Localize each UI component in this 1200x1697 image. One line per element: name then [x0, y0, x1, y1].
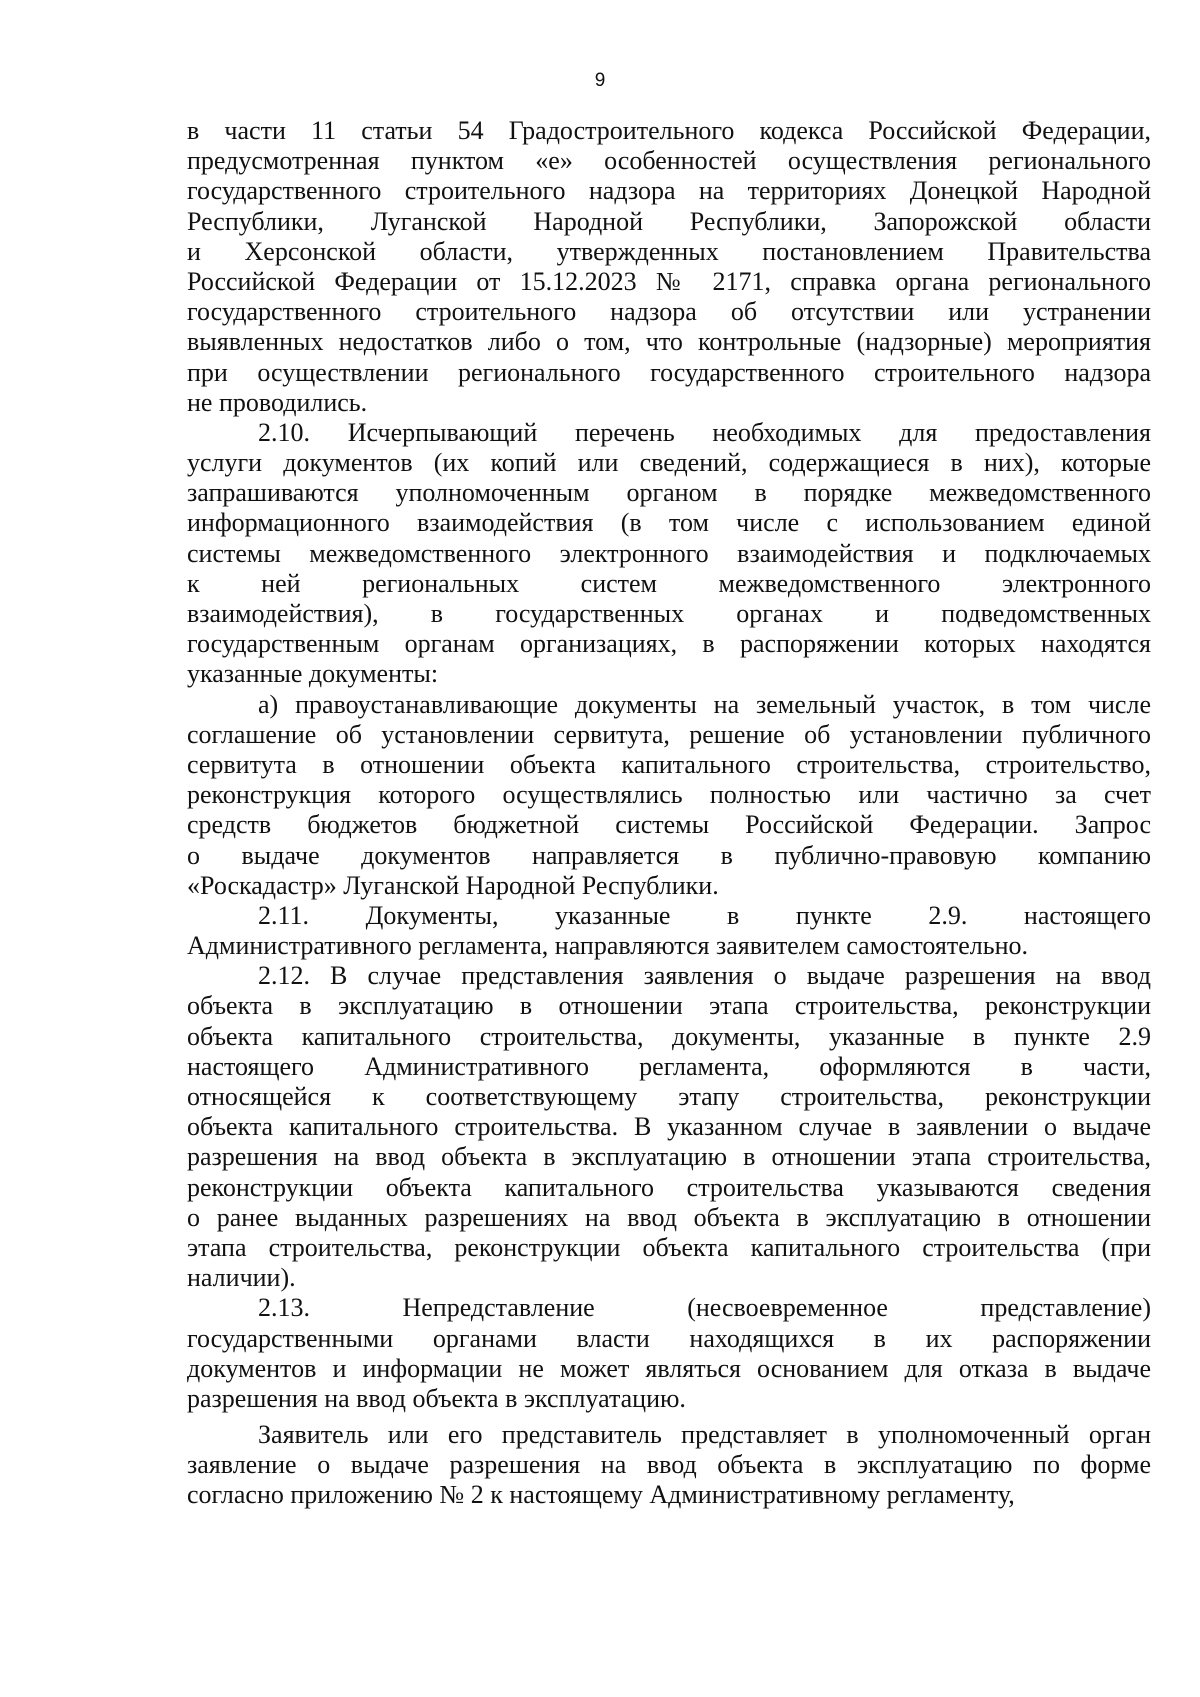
text-line: государственным органам организациях, в распоряжении которых находятся — [187, 629, 1151, 659]
text-line: средств бюджетов бюджетной системы Российской Федерации. Запрос — [187, 810, 1151, 840]
text-line: государственного строительного надзора на территориях Донецкой Народной — [187, 176, 1151, 206]
paragraph — [187, 961, 1151, 1293]
text-line: 2.13. Непредставление (несвоевременное представление) — [258, 1293, 1151, 1323]
paragraph — [187, 690, 1151, 901]
paragraph — [187, 901, 1151, 961]
text-line: Административного регламента, направляются заявителем самостоятельно. — [187, 931, 1028, 961]
text-line: относящейся к соответствующему этапу строительства, реконструкции — [187, 1082, 1151, 1111]
text-line: системы межведомственного электронного взаимодействия и подключаемых — [187, 538, 1151, 568]
text-line: 2.11. Документы, указанные в пункте 2.9. настоящего — [258, 900, 1151, 930]
text-line: сервитута в отношении объекта капитального строительства, строительство, — [187, 749, 1151, 779]
text-line: Заявитель или его представитель представляет в уполномоченный орган — [258, 1420, 1151, 1450]
text-line: в части 11 статьи 54 Градостроительного кодекса Российской Федерации, — [187, 116, 1151, 145]
text-line: наличии). — [187, 1263, 296, 1293]
text-line: реконструкции объекта капитального строительства указываются сведения — [187, 1172, 1151, 1202]
text-line: «Роскадастр» Луганской Народной Республики. — [187, 870, 719, 900]
text-line: к ней региональных систем межведомственного электронного — [187, 568, 1151, 598]
text-line: Российской Федерации от 15.12.2023 № 2171, справка органа регионального — [187, 266, 1151, 296]
paragraph — [187, 116, 1151, 418]
paragraph — [187, 1420, 1151, 1511]
text-line: выявленных недостатков либо о том, что контрольные (надзорные) мероприятия — [187, 327, 1151, 357]
text-line: запрашиваются уполномоченным органом в порядке межведомственного — [187, 478, 1151, 508]
text-line: объекта капитального строительства. В указанном случае в заявлении о выдаче — [187, 1112, 1151, 1142]
text-line: Республики, Луганской Народной Республики, Запорожской области — [187, 206, 1151, 236]
text-line: 2.10. Исчерпывающий перечень необходимых для предоставления — [258, 417, 1151, 447]
text-line: документов и информации не может являться основанием для отказа в выдаче — [187, 1353, 1151, 1383]
text-line: объекта капитального строительства, документы, указанные в пункте 2.9 — [187, 1021, 1151, 1051]
text-line: реконструкция которого осуществлялись полностью или частично за счет — [187, 780, 1151, 810]
text-line: государственного строительного надзора об отсутствии или устранении — [187, 297, 1151, 327]
text-line: и Херсонской области, утвержденных постановлением Правительства — [187, 236, 1151, 266]
text-line: услуги документов (их копий или сведений, содержащиеся в них), которые — [187, 448, 1151, 478]
text-line: разрешения на ввод объекта в эксплуатацию. — [187, 1383, 686, 1413]
paragraph — [187, 1293, 1151, 1414]
document-body — [187, 116, 1151, 1511]
text-line: предусмотренная пунктом «е» особенностей осуществления регионального — [187, 146, 1151, 176]
text-line: о ранее выданных разрешениях на ввод объекта в эксплуатацию в отношении — [187, 1202, 1151, 1232]
text-line: не проводились. — [187, 387, 368, 417]
text-line: соглашение об установлении сервитута, решение об установлении публичного — [187, 719, 1151, 749]
text-line: указанные документы: — [187, 659, 439, 689]
text-line: государственными органами власти находящихся в их распоряжении — [187, 1323, 1151, 1353]
text-line: объекта в эксплуатацию в отношении этапа строительства, реконструкции — [187, 991, 1151, 1021]
text-line: разрешения на ввод объекта в эксплуатацию в отношении этапа строительства, — [187, 1142, 1151, 1172]
page-number: 9 — [594, 70, 606, 91]
paragraph — [187, 418, 1151, 690]
text-line: заявление о выдаче разрешения на ввод объекта в эксплуатацию по форме — [187, 1450, 1151, 1480]
text-line: настоящего Административного регламента, оформляются в части, — [187, 1051, 1151, 1081]
text-line: о выдаче документов направляется в публично-правовую компанию — [187, 840, 1151, 870]
text-line: информационного взаимодействия (в том числе с использованием единой — [187, 508, 1151, 538]
text-line: при осуществлении регионального государственного строительного надзора — [187, 357, 1151, 387]
text-line: взаимодействия), в государственных органах и подведомственных — [187, 599, 1151, 628]
text-line: а) правоустанавливающие документы на земельный участок, в том числе — [258, 689, 1151, 719]
text-line: согласно приложению № 2 к настоящему Административному регламенту, — [187, 1480, 1015, 1510]
text-line: 2.12. В случае представления заявления о выдаче разрешения на ввод — [258, 961, 1151, 991]
text-line: этапа строительства, реконструкции объекта капитального строительства (при — [187, 1232, 1151, 1262]
